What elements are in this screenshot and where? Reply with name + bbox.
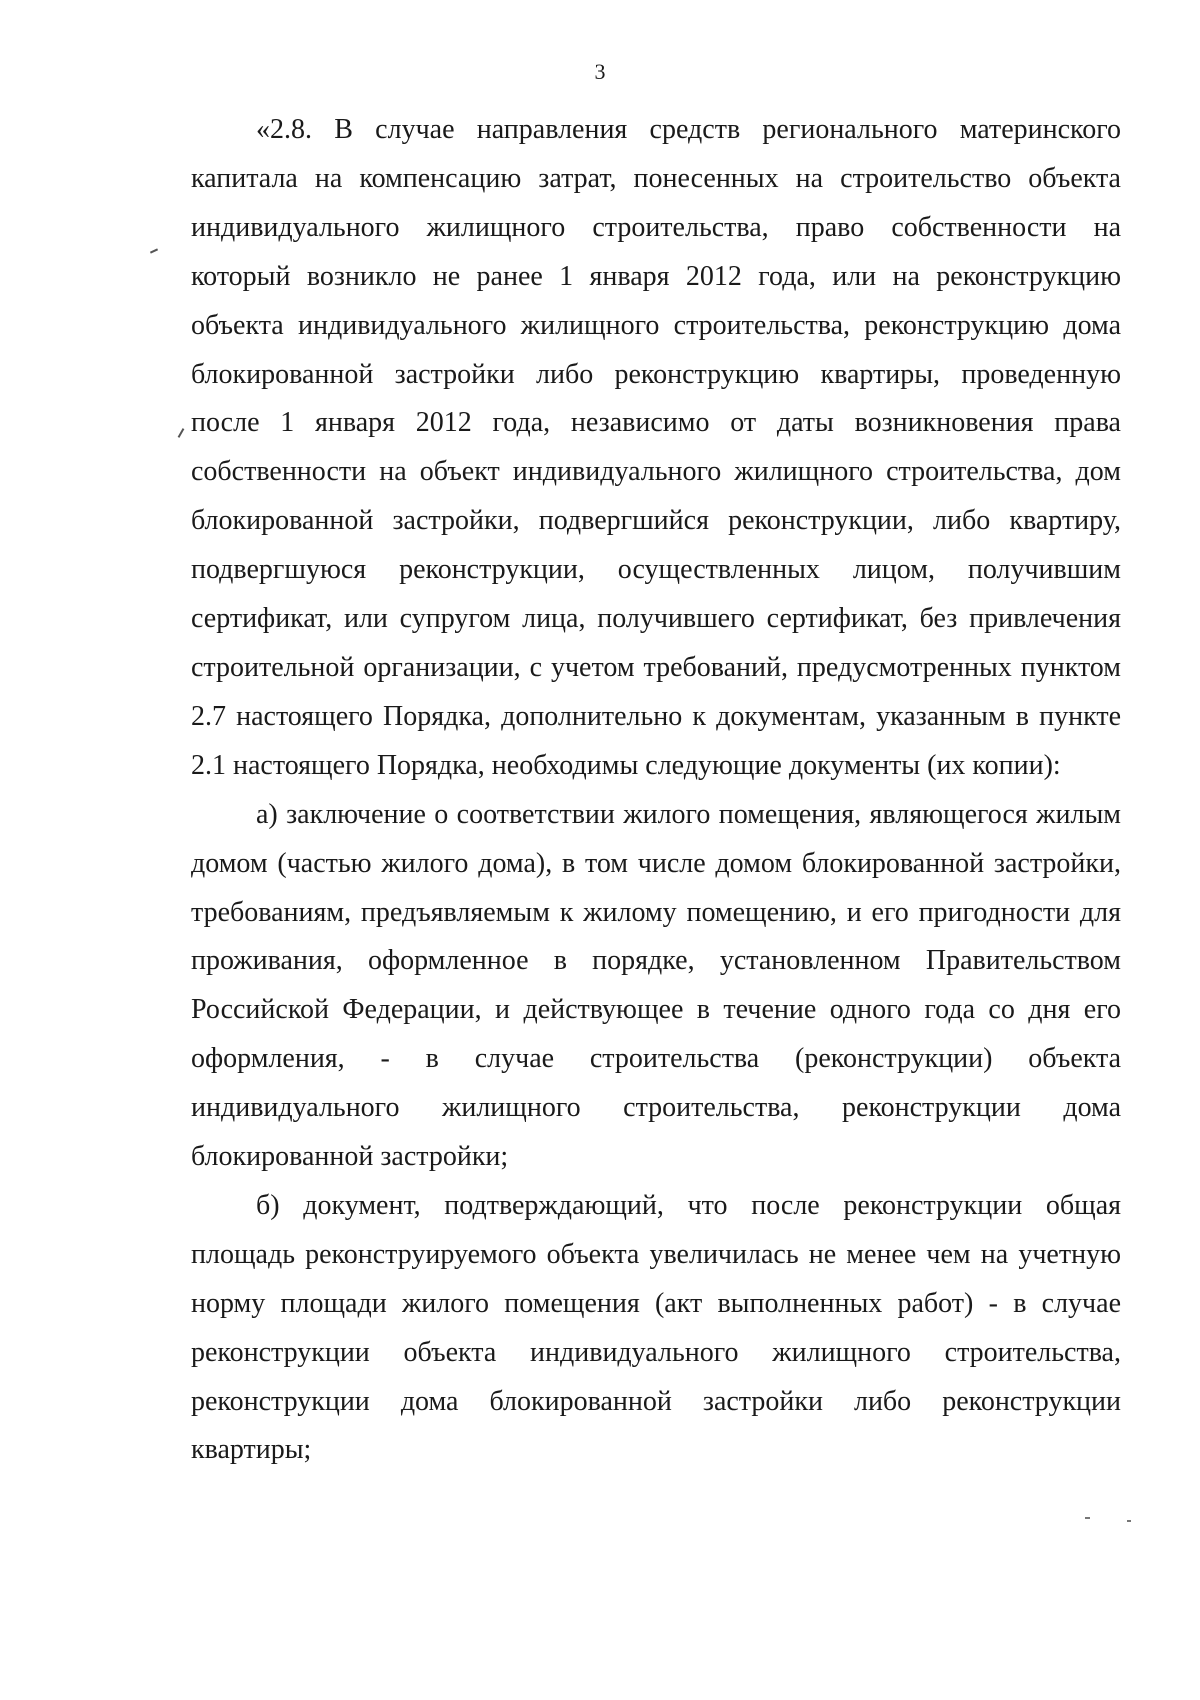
text-line: норму площади жилого помещения (акт выполненных работ) - в случае [191, 1287, 1121, 1319]
text-line: который возникло не ранее 1 января 2012 года, или на реконструкцию [191, 260, 1121, 292]
text-line: объекта индивидуального жилищного строительства, реконструкцию дома [191, 309, 1121, 341]
paragraph-2-8 [191, 106, 1121, 791]
scan-speck [1085, 1517, 1090, 1519]
text-line: блокированной застройки либо реконструкцию квартиры, проведенную [191, 358, 1121, 390]
text-line: 2.1 настоящего Порядка, необходимы следующие документы (их копии): [191, 749, 1061, 781]
text-line: реконструкции объекта индивидуального жилищного строительства, [191, 1336, 1121, 1368]
paragraph-b [191, 1182, 1121, 1475]
text-line: а) заключение о соответствии жилого помещения, являющегося жилым [256, 798, 1121, 830]
text-line: подвергшуюся реконструкции, осуществленных лицом, получившим [191, 554, 1121, 586]
text-line: реконструкции дома блокированной застройки либо реконструкции [191, 1385, 1121, 1417]
text-line: оформления, - в случае строительства (реконструкции) объекта [191, 1043, 1121, 1075]
scan-speck [178, 428, 185, 438]
page-number: 3 [594, 59, 606, 84]
text-line: домом (частью жилого дома), в том числе домом блокированной застройки, [191, 847, 1121, 879]
text-line: 2.7 настоящего Порядка, дополнительно к документам, указанным в пункте [191, 700, 1121, 732]
text-line: индивидуального жилищного строительства, реконструкции дома [191, 1092, 1121, 1124]
paragraph-a [191, 791, 1121, 1182]
document-body [191, 106, 1121, 1475]
text-line: индивидуального жилищного строительства, право собственности на [191, 211, 1121, 243]
text-line: Российской Федерации, и действующее в течение одного года со дня его [191, 994, 1121, 1026]
text-line: блокированной застройки, подвергшийся реконструкции, либо квартиру, [191, 505, 1121, 537]
text-line: сертификат, или супругом лица, получившего сертификат, без привлечения [191, 603, 1121, 635]
text-line: блокированной застройки; [191, 1141, 509, 1173]
text-line: собственности на объект индивидуального жилищного строительства, дом [191, 456, 1121, 488]
text-line: требованиям, предъявляемым к жилому помещению, и его пригодности для [191, 896, 1121, 928]
text-line: площадь реконструируемого объекта увеличилась не менее чем на учетную [191, 1238, 1121, 1270]
text-line: «2.8. В случае направления средств регионального материнского [256, 114, 1121, 145]
scan-speck [1127, 1520, 1131, 1522]
text-line: проживания, оформленное в порядке, установленном Правительством [191, 945, 1121, 977]
scan-speck [150, 248, 158, 253]
text-line: б) документ, подтверждающий, что после реконструкции общая [256, 1189, 1121, 1221]
text-line: строительной организации, с учетом требований, предусмотренных пунктом [191, 651, 1121, 683]
text-line: квартиры; [191, 1434, 312, 1466]
text-line: после 1 января 2012 года, независимо от даты возникновения права [191, 407, 1121, 439]
text-line: капитала на компенсацию затрат, понесенных на строительство объекта [191, 162, 1121, 194]
